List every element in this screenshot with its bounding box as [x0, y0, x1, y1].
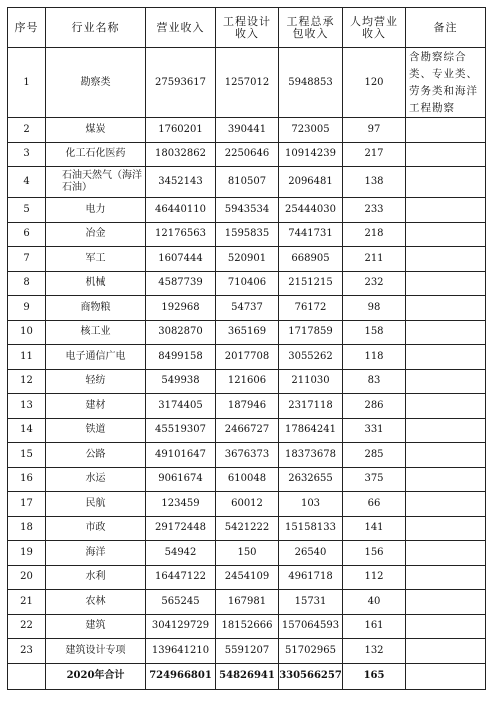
cell-epc-revenue: 103: [279, 492, 343, 517]
cell-industry-name: 建筑: [46, 614, 146, 639]
cell-design-revenue: 610048: [216, 467, 279, 492]
cell-revenue: 3174405: [146, 394, 216, 419]
cell-epc-revenue: 668905: [279, 247, 343, 272]
table-row: [8, 369, 486, 394]
cell-per-capita-revenue: 161: [343, 614, 406, 639]
cell-revenue: 123459: [146, 492, 216, 517]
cell-revenue: 192968: [146, 296, 216, 321]
cell-design-revenue: 54737: [216, 296, 279, 321]
cell-note: [406, 167, 486, 198]
header-epc-revenue: 工程总承包收入: [279, 8, 343, 48]
cell-design-revenue: 365169: [216, 320, 279, 345]
cell-no: 17: [8, 492, 46, 517]
table-row: [8, 118, 486, 143]
cell-industry-name: 电力: [46, 198, 146, 223]
cell-no: 7: [8, 247, 46, 272]
cell-revenue: 49101647: [146, 443, 216, 468]
cell-design-revenue: 150: [216, 541, 279, 566]
cell-no: 1: [8, 48, 46, 118]
cell-design-revenue: 121606: [216, 369, 279, 394]
cell-revenue: 12176563: [146, 222, 216, 247]
cell-revenue: 304129729: [146, 614, 216, 639]
cell-note: [406, 443, 486, 468]
cell-note: [406, 369, 486, 394]
cell-industry-name: 水运: [46, 467, 146, 492]
cell-note: [406, 467, 486, 492]
cell-no: 18: [8, 516, 46, 541]
cell-epc-revenue: 15158133: [279, 516, 343, 541]
cell-note: [406, 663, 486, 689]
cell-epc-revenue: 51702965: [279, 639, 343, 664]
table-body: [8, 48, 486, 690]
cell-per-capita-revenue: 98: [343, 296, 406, 321]
cell-revenue: 3082870: [146, 320, 216, 345]
cell-no: 10: [8, 320, 46, 345]
cell-industry-name: 化工石化医药: [46, 142, 146, 167]
cell-revenue: 1760201: [146, 118, 216, 143]
cell-note: [406, 492, 486, 517]
cell-industry-name: 建材: [46, 394, 146, 419]
cell-design-revenue: 3676373: [216, 443, 279, 468]
cell-design-revenue: 187946: [216, 394, 279, 419]
cell-per-capita-revenue: 83: [343, 369, 406, 394]
cell-epc-revenue: 2632655: [279, 467, 343, 492]
cell-industry-name: 商物粮: [46, 296, 146, 321]
cell-per-capita-revenue: 118: [343, 345, 406, 370]
cell-no: 15: [8, 443, 46, 468]
cell-no: 22: [8, 614, 46, 639]
cell-revenue: 29172448: [146, 516, 216, 541]
cell-industry-name: 机械: [46, 271, 146, 296]
cell-no: 20: [8, 565, 46, 590]
cell-design-revenue: 60012: [216, 492, 279, 517]
cell-per-capita-revenue: 233: [343, 198, 406, 223]
cell-revenue: 45519307: [146, 418, 216, 443]
header-revenue: 营业收入: [146, 8, 216, 48]
table-row: [8, 443, 486, 468]
cell-no: 8: [8, 271, 46, 296]
cell-per-capita-revenue: 375: [343, 467, 406, 492]
cell-per-capita-revenue: 120: [343, 48, 406, 118]
cell-per-capita-revenue: 211: [343, 247, 406, 272]
cell-design-revenue: 710406: [216, 271, 279, 296]
table-row: [8, 467, 486, 492]
cell-industry-name: 水利: [46, 565, 146, 590]
cell-epc-revenue: 18373678: [279, 443, 343, 468]
table-row: [8, 614, 486, 639]
cell-per-capita-revenue: 232: [343, 271, 406, 296]
cell-design-revenue: 2466727: [216, 418, 279, 443]
cell-per-capita-revenue: 141: [343, 516, 406, 541]
cell-design-revenue: 1595835: [216, 222, 279, 247]
cell-design-revenue: 2017708: [216, 345, 279, 370]
cell-per-capita-revenue: 66: [343, 492, 406, 517]
cell-per-capita-revenue: 156: [343, 541, 406, 566]
cell-revenue: 18032862: [146, 142, 216, 167]
cell-revenue: 549938: [146, 369, 216, 394]
total-row: [8, 663, 486, 689]
cell-epc-revenue: 3055262: [279, 345, 343, 370]
cell-revenue: 54942: [146, 541, 216, 566]
cell-note: [406, 247, 486, 272]
cell-total-epc-revenue: 330566257: [279, 663, 343, 689]
cell-note: [406, 271, 486, 296]
cell-epc-revenue: 76172: [279, 296, 343, 321]
cell-per-capita-revenue: 218: [343, 222, 406, 247]
cell-no: 3: [8, 142, 46, 167]
cell-industry-name: 石油天然气（海洋石油）: [46, 167, 146, 198]
cell-industry-name: 勘察类: [46, 48, 146, 118]
cell-design-revenue: 810507: [216, 167, 279, 198]
table-row: [8, 142, 486, 167]
table-row: [8, 247, 486, 272]
table-row: [8, 639, 486, 664]
cell-no: [8, 663, 46, 689]
cell-epc-revenue: 26540: [279, 541, 343, 566]
cell-industry-name: 煤炭: [46, 118, 146, 143]
cell-industry-name: 轻纺: [46, 369, 146, 394]
cell-epc-revenue: 1717859: [279, 320, 343, 345]
cell-note: [406, 418, 486, 443]
cell-note: [406, 541, 486, 566]
cell-epc-revenue: 2151215: [279, 271, 343, 296]
header-design-revenue: 工程设计收入: [216, 8, 279, 48]
cell-industry-name: 核工业: [46, 320, 146, 345]
cell-note: [406, 565, 486, 590]
cell-design-revenue: 5943534: [216, 198, 279, 223]
cell-design-revenue: 5591207: [216, 639, 279, 664]
cell-per-capita-revenue: 331: [343, 418, 406, 443]
table-row: [8, 418, 486, 443]
cell-industry-name: 军工: [46, 247, 146, 272]
cell-total-per-capita-revenue: 165: [343, 663, 406, 689]
cell-per-capita-revenue: 217: [343, 142, 406, 167]
cell-epc-revenue: 15731: [279, 590, 343, 615]
cell-no: 11: [8, 345, 46, 370]
cell-epc-revenue: 17864241: [279, 418, 343, 443]
cell-industry-name: 海洋: [46, 541, 146, 566]
cell-note: [406, 394, 486, 419]
cell-total-design-revenue: 54826941: [216, 663, 279, 689]
cell-epc-revenue: 2096481: [279, 167, 343, 198]
cell-no: 23: [8, 639, 46, 664]
cell-design-revenue: 5421222: [216, 516, 279, 541]
cell-revenue: 3452143: [146, 167, 216, 198]
table-row: [8, 167, 486, 198]
cell-note: [406, 614, 486, 639]
header-industry-name: 行业名称: [46, 8, 146, 48]
cell-design-revenue: 520901: [216, 247, 279, 272]
cell-note: [406, 320, 486, 345]
cell-total-revenue: 724966801: [146, 663, 216, 689]
cell-per-capita-revenue: 286: [343, 394, 406, 419]
cell-epc-revenue: 2317118: [279, 394, 343, 419]
cell-per-capita-revenue: 132: [343, 639, 406, 664]
cell-per-capita-revenue: 112: [343, 565, 406, 590]
table-row: [8, 565, 486, 590]
cell-no: 19: [8, 541, 46, 566]
cell-industry-name: 市政: [46, 516, 146, 541]
cell-revenue: 8499158: [146, 345, 216, 370]
cell-design-revenue: 1257012: [216, 48, 279, 118]
cell-design-revenue: 167981: [216, 590, 279, 615]
industry-revenue-table: [7, 7, 486, 690]
cell-epc-revenue: 211030: [279, 369, 343, 394]
cell-note: 含勘察综合类、专业类、劳务类和海洋工程勘察: [406, 48, 486, 118]
cell-industry-name: 民航: [46, 492, 146, 517]
cell-revenue: 16447122: [146, 565, 216, 590]
table-row: [8, 345, 486, 370]
cell-no: 2: [8, 118, 46, 143]
cell-industry-name: 农林: [46, 590, 146, 615]
cell-no: 4: [8, 167, 46, 198]
cell-industry-name: 电子通信广电: [46, 345, 146, 370]
cell-no: 16: [8, 467, 46, 492]
cell-note: [406, 142, 486, 167]
table-header-row: [8, 8, 486, 48]
table-row: [8, 222, 486, 247]
cell-note: [406, 118, 486, 143]
cell-note: [406, 590, 486, 615]
cell-no: 21: [8, 590, 46, 615]
cell-epc-revenue: 723005: [279, 118, 343, 143]
cell-epc-revenue: 7441731: [279, 222, 343, 247]
table-row: [8, 516, 486, 541]
cell-note: [406, 198, 486, 223]
cell-design-revenue: 2250646: [216, 142, 279, 167]
table-row: [8, 320, 486, 345]
cell-note: [406, 296, 486, 321]
cell-no: 6: [8, 222, 46, 247]
cell-note: [406, 222, 486, 247]
cell-per-capita-revenue: 97: [343, 118, 406, 143]
cell-industry-name: 建筑设计专项: [46, 639, 146, 664]
header-note: 备注: [406, 8, 486, 48]
cell-per-capita-revenue: 158: [343, 320, 406, 345]
cell-revenue: 1607444: [146, 247, 216, 272]
cell-epc-revenue: 10914239: [279, 142, 343, 167]
cell-industry-name: 公路: [46, 443, 146, 468]
cell-total-label: 2020年合计: [46, 663, 146, 689]
cell-revenue: 46440110: [146, 198, 216, 223]
cell-per-capita-revenue: 40: [343, 590, 406, 615]
cell-note: [406, 516, 486, 541]
cell-no: 14: [8, 418, 46, 443]
header-per-capita-revenue: 人均营业收入: [343, 8, 406, 48]
table-row: [8, 394, 486, 419]
cell-industry-name: 冶金: [46, 222, 146, 247]
cell-design-revenue: 2454109: [216, 565, 279, 590]
table-row: [8, 48, 486, 118]
cell-no: 12: [8, 369, 46, 394]
table-row: [8, 198, 486, 223]
cell-revenue: 9061674: [146, 467, 216, 492]
cell-industry-name: 铁道: [46, 418, 146, 443]
header-no: 序号: [8, 8, 46, 48]
cell-design-revenue: 390441: [216, 118, 279, 143]
cell-design-revenue: 18152666: [216, 614, 279, 639]
cell-epc-revenue: 157064593: [279, 614, 343, 639]
cell-note: [406, 345, 486, 370]
cell-revenue: 565245: [146, 590, 216, 615]
cell-no: 9: [8, 296, 46, 321]
cell-no: 5: [8, 198, 46, 223]
cell-epc-revenue: 5948853: [279, 48, 343, 118]
cell-epc-revenue: 25444030: [279, 198, 343, 223]
table-row: [8, 296, 486, 321]
cell-epc-revenue: 4961718: [279, 565, 343, 590]
cell-no: 13: [8, 394, 46, 419]
cell-revenue: 139641210: [146, 639, 216, 664]
cell-per-capita-revenue: 138: [343, 167, 406, 198]
cell-per-capita-revenue: 285: [343, 443, 406, 468]
table-row: [8, 590, 486, 615]
cell-revenue: 27593617: [146, 48, 216, 118]
table-row: [8, 492, 486, 517]
table-row: [8, 271, 486, 296]
table-row: [8, 541, 486, 566]
cell-note: [406, 639, 486, 664]
cell-revenue: 4587739: [146, 271, 216, 296]
